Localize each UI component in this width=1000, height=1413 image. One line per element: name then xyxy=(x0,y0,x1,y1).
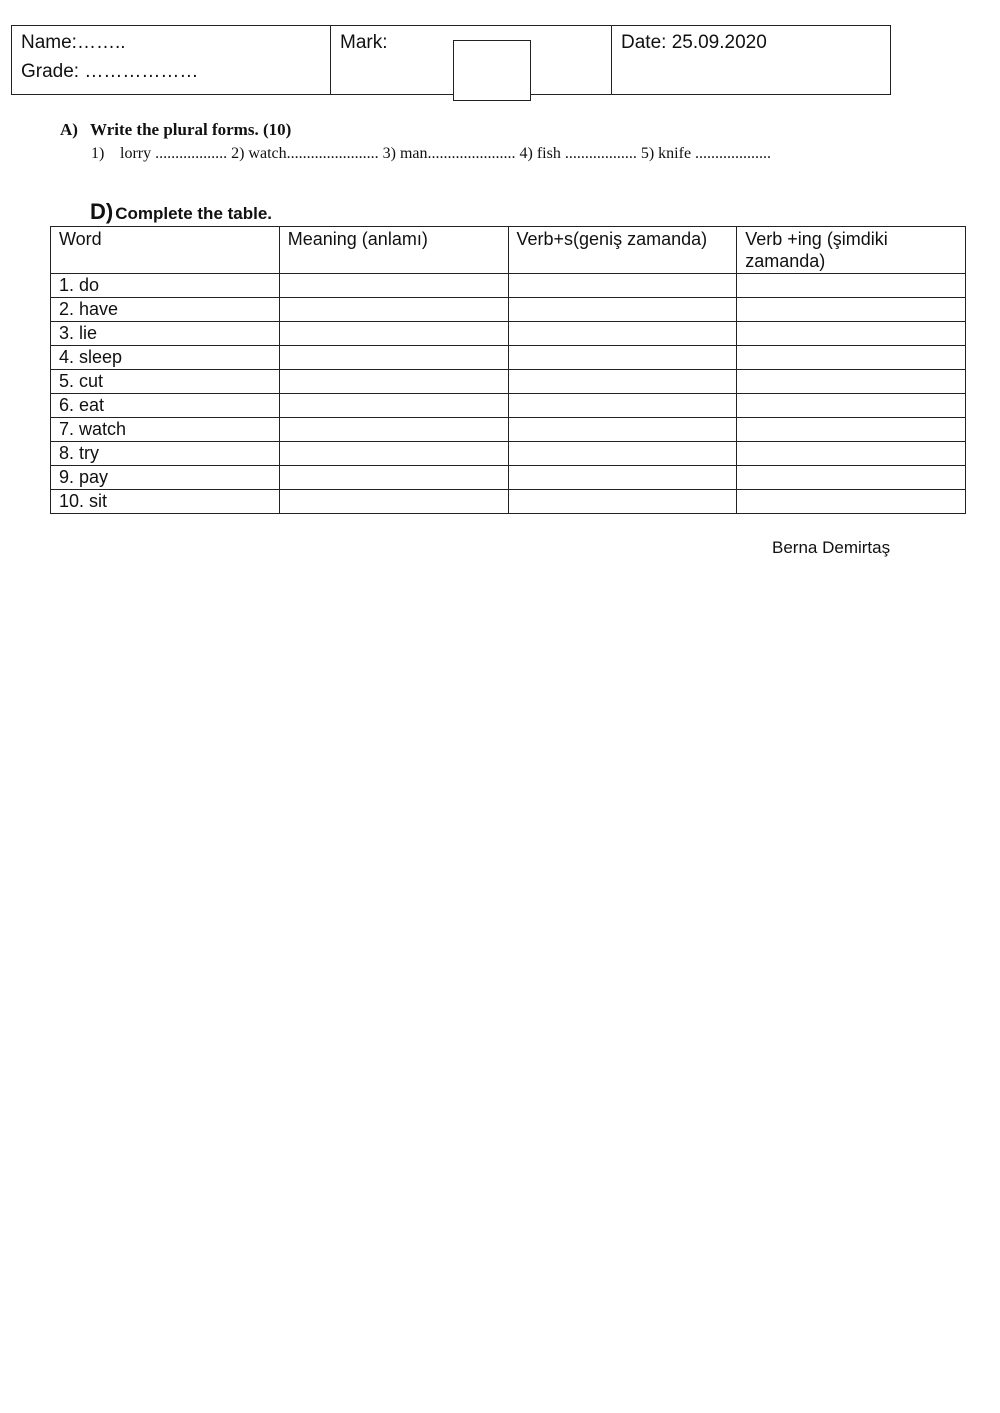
table-row xyxy=(51,490,966,514)
word-cell: 7. watch xyxy=(51,418,280,442)
meaning-cell[interactable] xyxy=(279,490,508,514)
verb-ing-cell[interactable] xyxy=(737,394,966,418)
meaning-cell[interactable] xyxy=(279,298,508,322)
column-header: Verb +ing (şimdiki zamanda) xyxy=(737,227,966,274)
section-a-title: Write the plural forms. (10) xyxy=(90,120,292,139)
verb-ing-cell[interactable] xyxy=(737,490,966,514)
verb-s-cell[interactable] xyxy=(508,394,737,418)
meaning-cell[interactable] xyxy=(279,466,508,490)
meaning-cell[interactable] xyxy=(279,322,508,346)
plural-item-number: 1) xyxy=(91,145,105,162)
section-d-heading xyxy=(90,199,272,225)
plural-items-text[interactable]: lorry .................. 2) watch....................... 3) man...................... 4) fish .................. 5) knife ................... xyxy=(120,145,772,162)
verb-s-cell[interactable] xyxy=(508,274,737,298)
table-row xyxy=(51,442,966,466)
grade-field[interactable]: Grade: ……………… xyxy=(21,61,199,82)
word-cell: 6. eat xyxy=(51,394,280,418)
section-a-label: A) xyxy=(60,120,78,139)
table-row xyxy=(51,322,966,346)
word-cell: 2. have xyxy=(51,298,280,322)
table-row xyxy=(51,274,966,298)
word-cell: 10. sit xyxy=(51,490,280,514)
section-a-heading xyxy=(60,119,771,141)
word-cell: 1. do xyxy=(51,274,280,298)
verb-s-cell[interactable] xyxy=(508,322,737,346)
table-row xyxy=(51,418,966,442)
date-cell xyxy=(612,26,890,94)
meaning-cell[interactable] xyxy=(279,442,508,466)
word-cell: 3. lie xyxy=(51,322,280,346)
date-label: Date: 25.09.2020 xyxy=(621,32,767,53)
header-box xyxy=(11,25,891,95)
meaning-cell[interactable] xyxy=(279,394,508,418)
table-header-row xyxy=(51,227,966,274)
verb-table xyxy=(50,226,966,514)
mark-box[interactable] xyxy=(453,40,531,101)
verb-s-cell[interactable] xyxy=(508,298,737,322)
verb-ing-cell[interactable] xyxy=(737,322,966,346)
section-a xyxy=(60,119,771,165)
word-cell: 9. pay xyxy=(51,466,280,490)
table-row xyxy=(51,298,966,322)
column-header: Verb+s(geniş zamanda) xyxy=(508,227,737,274)
word-cell: 8. try xyxy=(51,442,280,466)
word-cell: 5. cut xyxy=(51,370,280,394)
meaning-cell[interactable] xyxy=(279,418,508,442)
meaning-cell[interactable] xyxy=(279,274,508,298)
table-row xyxy=(51,346,966,370)
verb-ing-cell[interactable] xyxy=(737,274,966,298)
verb-ing-cell[interactable] xyxy=(737,298,966,322)
verb-ing-cell[interactable] xyxy=(737,466,966,490)
verb-s-cell[interactable] xyxy=(508,490,737,514)
meaning-cell[interactable] xyxy=(279,370,508,394)
verb-s-cell[interactable] xyxy=(508,466,737,490)
word-cell: 4. sleep xyxy=(51,346,280,370)
section-d-title: Complete the table. xyxy=(115,204,273,223)
verb-ing-cell[interactable] xyxy=(737,442,966,466)
mark-label: Mark: xyxy=(340,32,388,53)
name-grade-cell xyxy=(12,26,331,94)
name-field[interactable]: Name:…….. xyxy=(21,32,126,53)
verb-s-cell[interactable] xyxy=(508,418,737,442)
column-header: Meaning (anlamı) xyxy=(279,227,508,274)
table-body xyxy=(51,274,966,514)
verb-ing-cell[interactable] xyxy=(737,370,966,394)
verb-s-cell[interactable] xyxy=(508,442,737,466)
section-d-label: D) xyxy=(90,199,114,224)
author-name: Berna Demirtaş xyxy=(772,538,891,557)
table-row xyxy=(51,370,966,394)
verb-s-cell[interactable] xyxy=(508,346,737,370)
meaning-cell[interactable] xyxy=(279,346,508,370)
plural-items xyxy=(91,143,771,165)
table-row xyxy=(51,466,966,490)
verb-s-cell[interactable] xyxy=(508,370,737,394)
table-row xyxy=(51,394,966,418)
verb-ing-cell[interactable] xyxy=(737,346,966,370)
verb-ing-cell[interactable] xyxy=(737,418,966,442)
column-header: Word xyxy=(51,227,280,274)
